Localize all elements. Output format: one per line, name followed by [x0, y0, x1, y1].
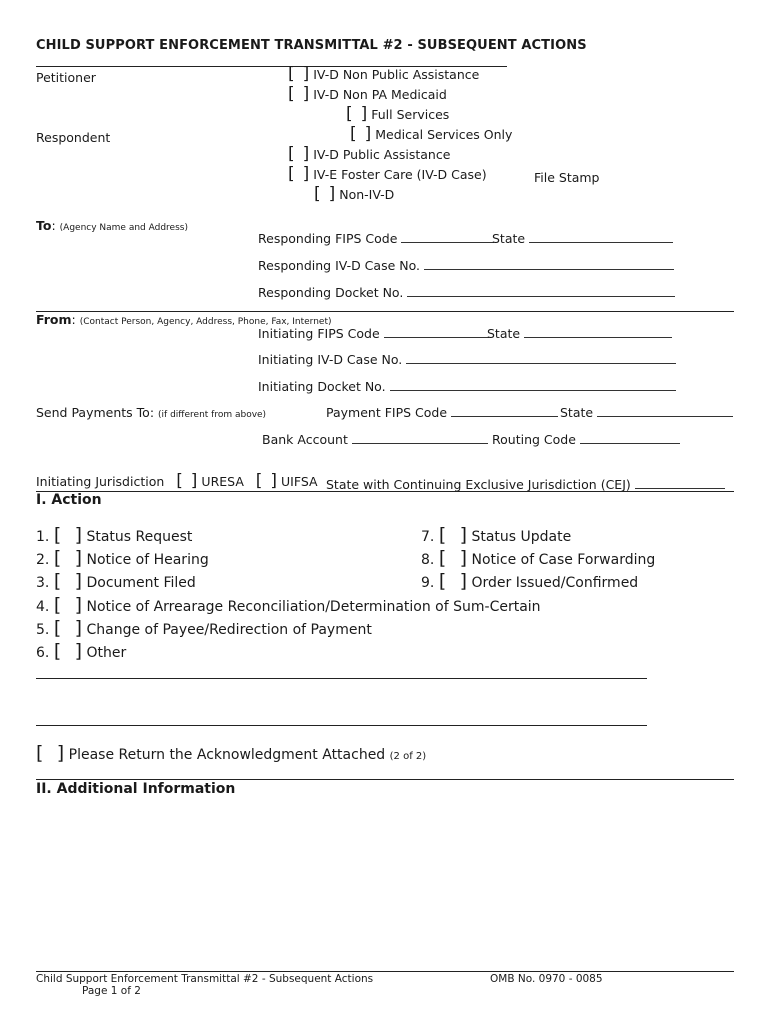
checkbox-non-public-assistance[interactable] — [288, 66, 479, 83]
page-title: CHILD SUPPORT ENFORCEMENT TRANSMITTAL #2 - SUBSEQUENT ACTIONS — [36, 38, 587, 53]
routing-code-field[interactable]: Routing Code — [492, 432, 680, 447]
label-non-pa-medicaid: IV-D Non PA Medicaid — [313, 87, 447, 102]
label-non-iv-d: Non-IV-D — [339, 187, 395, 202]
bracket-close: ] — [302, 164, 310, 184]
initiating-case-field[interactable]: Initiating IV-D Case No. — [258, 352, 676, 367]
bracket-open: [ — [288, 164, 295, 184]
bracket-close: ] — [302, 144, 310, 164]
action-label-7: Status Update — [471, 529, 572, 545]
checkbox-uresa[interactable]: [ ] URESA — [176, 471, 244, 491]
section-additional-info-heading: II. Additional Information — [36, 781, 236, 797]
action-label-6: Other — [86, 645, 127, 661]
checkbox-non-iv-d[interactable] — [314, 186, 394, 203]
action-item-9[interactable]: 9. [ ] Order Issued/Confirmed — [421, 570, 639, 592]
bracket-open: [ — [288, 144, 295, 164]
label-non-public-assistance: IV-D Non Public Assistance — [313, 67, 480, 82]
action-item-4[interactable]: 4. [ ] Notice of Arrearage Reconciliation/Determination of Sum-Certain — [36, 594, 541, 616]
footer-form-name: Child Support Enforcement Transmittal #2 - Subsequent Actions — [36, 973, 374, 985]
bracket-close: ] — [328, 184, 336, 204]
footer-rule — [36, 971, 734, 972]
payment-state-input[interactable] — [597, 405, 733, 417]
checkbox-non-pa-medicaid[interactable] — [288, 86, 447, 103]
initiating-case-input[interactable] — [406, 352, 676, 364]
bracket-open: [ — [288, 64, 295, 84]
payment-fips-field[interactable]: Payment FIPS Code — [326, 405, 558, 420]
responding-docket-input[interactable] — [407, 285, 675, 297]
action-item-8[interactable]: 8. [ ] Notice of Case Forwarding — [421, 547, 656, 569]
label-foster-care: IV-E Foster Care (IV-D Case) — [313, 167, 487, 182]
responding-state-field[interactable]: State — [492, 231, 673, 246]
from-hint: (Contact Person, Agency, Address, Phone, Fax, Internet) — [79, 317, 332, 327]
checkbox-medical-services-only[interactable] — [350, 126, 512, 143]
action-item-6[interactable]: 6. [ ] Other — [36, 640, 127, 662]
label-full-services: Full Services — [371, 107, 450, 122]
checkbox-full-services[interactable] — [346, 106, 449, 123]
action-label-8: Notice of Case Forwarding — [471, 552, 656, 568]
bracket-close: ] — [360, 104, 368, 124]
responding-state-input[interactable] — [529, 231, 673, 243]
action-label-5: Change of Payee/Redirection of Payment — [86, 622, 372, 638]
from-label: From: (Contact Person, Agency, Address, Phone, Fax, Internet) — [36, 312, 332, 327]
action-label-4: Notice of Arrearage Reconciliation/Determination of Sum-Certain — [86, 599, 541, 615]
routing-code-input[interactable] — [580, 432, 680, 444]
bank-account-field[interactable]: Bank Account — [262, 432, 488, 447]
action-label-1: Status Request — [86, 529, 193, 545]
initiating-fips-input[interactable] — [384, 326, 489, 338]
action-label-3: Document Filed — [86, 575, 196, 591]
checkbox-uifsa[interactable]: [ ] UIFSA — [255, 471, 318, 491]
checkbox-public-assistance[interactable] — [288, 146, 450, 163]
responding-fips-field[interactable]: Responding FIPS Code — [258, 231, 494, 246]
bracket-open: [ — [346, 104, 353, 124]
action-label-2: Notice of Hearing — [86, 552, 209, 568]
payment-fips-input[interactable] — [451, 405, 558, 417]
file-stamp-label: File Stamp — [534, 170, 600, 185]
acknowledgment-note: (2 of 2) — [389, 751, 427, 762]
other-line-2[interactable] — [36, 725, 647, 726]
initiating-state-field[interactable]: State — [487, 326, 672, 341]
initiating-docket-field[interactable]: Initiating Docket No. — [258, 379, 676, 394]
acknowledgment-checkbox[interactable]: [ ] Please Return the Acknowledgment Attached (2 of 2) — [36, 742, 427, 764]
section-divider — [36, 779, 734, 780]
to-hint: (Agency Name and Address) — [59, 223, 188, 233]
action-item-2[interactable]: 2. [ ] Notice of Hearing — [36, 547, 209, 569]
jurisdiction-divider — [36, 491, 734, 492]
to-label: To: (Agency Name and Address) — [36, 218, 188, 233]
payments-label: Send Payments To: (if different from above) — [36, 405, 267, 420]
action-label-9: Order Issued/Confirmed — [471, 575, 639, 591]
initiating-state-input[interactable] — [524, 326, 672, 338]
bracket-open: [ — [288, 84, 295, 104]
acknowledgment-label: Please Return the Acknowledgment Attached — [68, 747, 386, 763]
label-public-assistance: IV-D Public Assistance — [313, 147, 451, 162]
bracket-close: ] — [364, 124, 372, 144]
bracket-open: [ — [314, 184, 321, 204]
payment-state-field[interactable]: State — [560, 405, 733, 420]
bracket-close: ] — [302, 64, 310, 84]
bank-account-input[interactable] — [352, 432, 488, 444]
initiating-docket-input[interactable] — [390, 379, 676, 391]
checkbox-foster-care[interactable] — [288, 166, 487, 183]
footer-page-number: Page 1 of 2 — [82, 985, 141, 997]
payments-hint: (if different from above) — [158, 410, 267, 420]
responding-fips-input[interactable] — [401, 231, 494, 243]
cej-input[interactable] — [635, 477, 725, 489]
responding-case-field[interactable]: Responding IV-D Case No. — [258, 258, 674, 273]
responding-case-input[interactable] — [424, 258, 674, 270]
jurisdiction-row — [36, 473, 318, 490]
action-item-1[interactable]: 1. [ ] Status Request — [36, 524, 193, 546]
cej-field[interactable]: State with Continuing Exclusive Jurisdiction (CEJ) — [326, 477, 725, 492]
respondent-label: Respondent — [36, 130, 111, 145]
jurisdiction-label: Initiating Jurisdiction — [36, 474, 165, 489]
action-item-7[interactable]: 7. [ ] Status Update — [421, 524, 572, 546]
footer-omb: OMB No. 0970 - 0085 — [490, 973, 603, 985]
bracket-close: ] — [302, 84, 310, 104]
responding-docket-field[interactable]: Responding Docket No. — [258, 285, 675, 300]
petitioner-label: Petitioner — [36, 70, 96, 85]
action-item-3[interactable]: 3. [ ] Document Filed — [36, 570, 196, 592]
initiating-fips-field[interactable]: Initiating FIPS Code — [258, 326, 489, 341]
bracket-open: [ — [350, 124, 357, 144]
other-line-1[interactable] — [36, 678, 647, 679]
label-medical-services-only: Medical Services Only — [375, 127, 513, 142]
action-item-5[interactable]: 5. [ ] Change of Payee/Redirection of Payment — [36, 617, 372, 639]
section-action-heading: I. Action — [36, 492, 102, 508]
